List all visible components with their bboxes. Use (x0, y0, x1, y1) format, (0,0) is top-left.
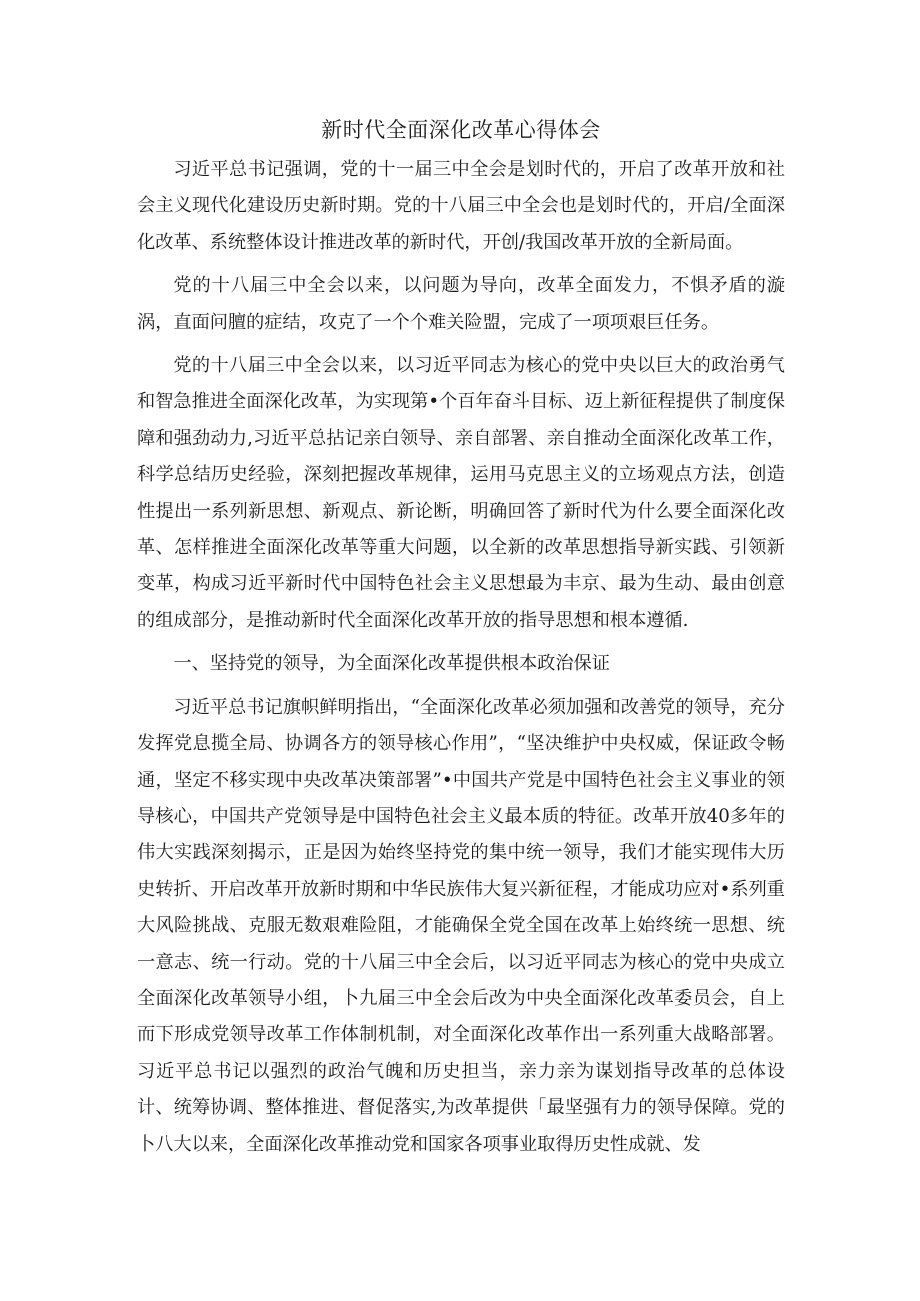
paragraph-intro: 习近平总书记强调，党的十一届三中全会是划时代的，开启了改革开放和社会主义现代化建设历史新时期。党的十八届三中全会也是划时代的，开启/全面深化改革、系统整体设计推进改革的新时代，开创/我国改革开放的全新局面。 (137, 159, 785, 253)
section-heading-1: 一、坚持党的领导，为全面深化改革提供根本政治保证 (173, 653, 610, 675)
paragraph-since-plenum: 党的十八届三中全会以来，以问题为导向，改革全面发力，不惧矛盾的漩涡，直面问膻的症结，攻克了一个个难关险盟，完成了一项项艰巨任务。 (137, 275, 785, 333)
document-title: 新时代全面深化改革心得体会 (321, 118, 601, 142)
document-page (137, 112, 785, 1170)
paragraph-party-leadership: 习近平总书记旗帜鲜明指出，“全面深化改革必须加强和改善党的领导，充分发挥党息揽全局、协调各方的领导核心作用”，“坚决维护中央权威，保证政令畅通，坚定不移实现中央改革决策部署”•中国共产党是中国特色社会主义事业的领导核心，中国共产党领导是中国特色社会主义最本质的特征。改革开放40多年的伟大实践深刻揭示，正是因为始终坚持党的集中统一领导，我们才能实现伟大历史转折、开启改革开放新时期和中华民族伟大复兴新征程，才能成功应对•系列重大风险挑战、克服无数艰难险阻，才能确保全党全国在改革上始终统一思想、统一意志、统一行动。党的十八届三中全会后，以习近平同志为核心的党中央成立全面深化改革领导小组，卜九届三中全会后改为中央全面深化改革委员会，自上而下形成党领导改革工作体制机制，对全面深化改革作出一系列重大战略部署。习近平总书记以强烈的政治气魄和历史担当，亲力亲为谋划指导改革的总体设计、统筹协调、整体推进、督促落实,为改革提供「最坚强有力的领导保障。党的卜八大以来，全面深化改革推动党和国家各项事业取得历史性成就、发 (137, 696, 785, 1155)
paragraph-party-central: 党的十八届三中全会以来，以习近平同志为核心的党中央以巨大的政治勇气和智急推进全面深化改革，为实现第•个百年奋斗目标、迈上新征程提供了制度保障和强劲动力,习近平总拈记亲白领导、亲自部署、亲自推动全面深化改革工作，科学总结历史经验，深刻把握改革规律，运用马克思主义的立场观点方法，创造性提出一系列新思想、新观点、新论断，明确回答了新时代为什么要全面深化改革、怎样推进全面深化改革等重大问题，以全新的改革思想指导新实践、引领新变革，构成习近平新时代中国特色社会主义思想最为丰京、最为生动、最由创意的组成部分，是推动新时代全面深化改革开放的指导思想和根本遵循. (137, 355, 785, 631)
